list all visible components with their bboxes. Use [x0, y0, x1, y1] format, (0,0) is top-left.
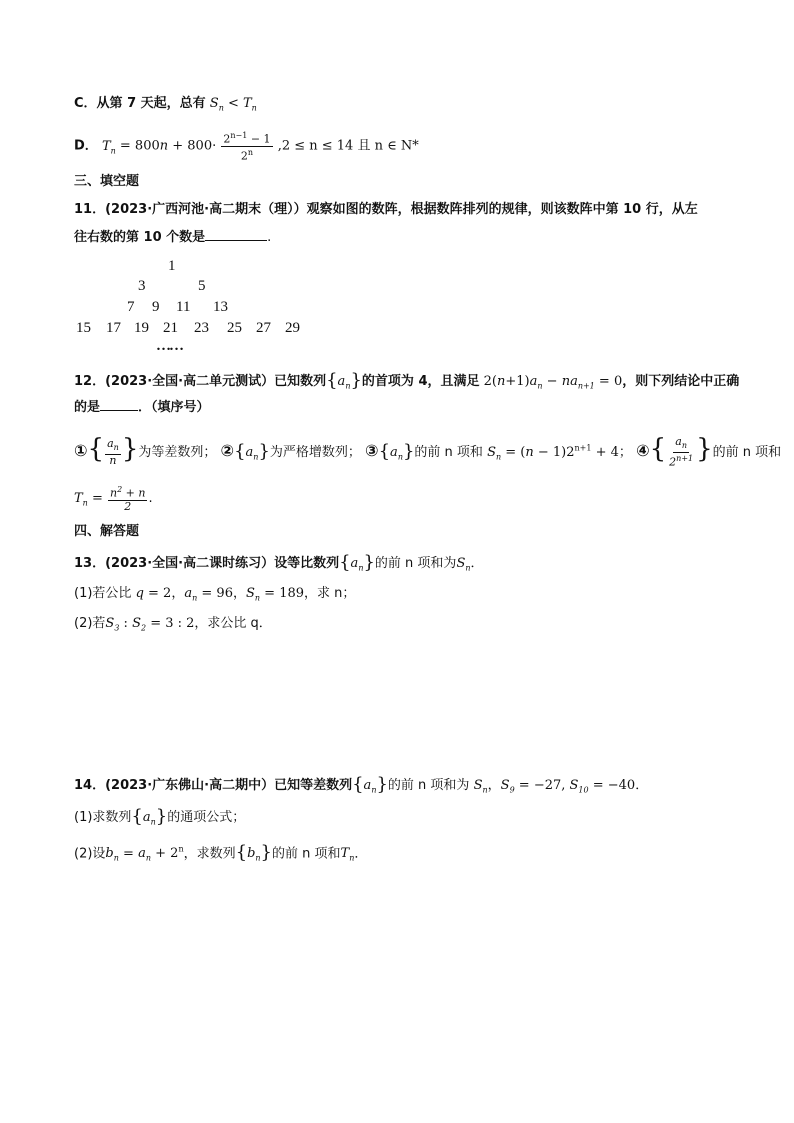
option-d-fraction: $\frac{2^{n-1} - 1}{2^n}$: [223, 131, 271, 163]
q13-text-suffix: 的前 n 项和为: [374, 556, 457, 571]
q11-line1: [74, 200, 698, 220]
q12-line1: 12．(2023·全国·高二单元测试）已知数列$\{a_n\}$的首项为 4，且满足 $2(n+1)a_n - na_{n+1} = 0$，则下列结论中正确: [74, 370, 740, 391]
q14-part1: (1)求数列$\{a_n\}$的通项公式；: [74, 806, 246, 827]
q14-part2-prefix: (2)设: [74, 846, 106, 862]
q11-line2-text: 往右数的第 10 个数是: [74, 230, 206, 245]
q13-part1: (1)若公比 q = 2，$a_n = 96$，$S_n = 189$，求 n；: [74, 586, 356, 603]
array-cell: 7: [127, 299, 135, 315]
array-cell: 21: [163, 320, 178, 336]
array-cell: 11: [176, 299, 191, 315]
section-title-answer: 四、解答题: [74, 524, 140, 539]
option-c-formula: $S_n < T_n$: [209, 96, 257, 113]
q12-options: ①{ $\frac{a_n}{n}$ }为等差数列； $②\{a_n\}$为严格增数列； $③\{a_n\}$的前 n 项和 $S_n = (n - 1)2^{n+1} + 4$； ④{ $\frac{a_n}{2^{n+1}}$ }的前 n 项和: [74, 433, 782, 469]
array-dots: ……: [156, 338, 182, 354]
q14-part2-mid: ，求数列: [183, 846, 236, 862]
q14-part2: (2)设$b_n = a_n + 2^n$，求数列$\{b_n\}$的前 n 项和$T_n$．: [74, 842, 368, 864]
array-cell: 13: [213, 299, 228, 315]
q12-line2-suffix: ．（填序号）: [138, 400, 210, 415]
array-cell: 5: [198, 278, 206, 294]
q14-text-prefix: 14．(2023·广东佛山·高二期中）已知等差数列: [74, 778, 353, 793]
array-cell: 1: [168, 258, 176, 274]
q11-line2: [74, 228, 271, 248]
q14-part2-suffix: 的前 n 项和: [272, 846, 341, 862]
option-c-label: C．从第 7 天起，总有: [74, 96, 206, 111]
option-d-label: D．: [74, 138, 98, 154]
q13-part1-suffix: ，求 n；: [304, 586, 356, 601]
q11-line2-period: .: [267, 230, 272, 245]
option-c: [74, 94, 257, 119]
q13-part1-prefix: (1)若公比: [74, 586, 132, 601]
q14-part1-prefix: (1)求数列: [74, 810, 132, 825]
array-cell: 19: [134, 320, 149, 336]
q13-part2-suffix: ，求公比 q．: [194, 616, 272, 631]
q12-text-prefix: 12．(2023·全国·高二单元测试）已知数列: [74, 374, 327, 389]
array-cell: 17: [106, 320, 121, 336]
q12-tn-formula: $T_n$ = $\frac{n^2 + n}{2}$ .: [74, 485, 153, 513]
array-cell: 25: [227, 320, 242, 336]
array-cell: 27: [256, 320, 271, 336]
q13-part2-prefix: (2)若: [74, 616, 106, 631]
q11-text: 11．(2023·广西河池·高二期末（理））观察如图的数阵，根据数阵排列的规律，则该数阵中第 10 行，从左: [74, 202, 698, 217]
array-cell: 3: [138, 278, 146, 294]
array-cell: 15: [76, 320, 91, 336]
q12-line2-prefix: 的是: [74, 400, 101, 415]
array-cell: 9: [152, 299, 160, 315]
q12-option4: 的前 n 项和: [712, 444, 782, 460]
q11-answer-blank[interactable]: [205, 228, 267, 241]
q12-answer-blank[interactable]: [100, 398, 138, 411]
q14-part1-suffix: 的通项公式；: [167, 810, 246, 825]
q12-text-mid: 的首项为 4，且满足: [361, 374, 480, 389]
option-d-formula: $T_n$: [101, 138, 116, 156]
array-cell: 23: [194, 320, 209, 336]
q12-option1: 为等差数列；: [138, 444, 217, 460]
q12-text-suffix: ，则下列结论中正确: [622, 374, 740, 389]
q12-option3: 的前 n 项和: [414, 444, 483, 460]
option-d-tail: ,2 ≤ n ≤ 14 且 n ∈ N*: [277, 138, 419, 154]
q14-text-mid: 的前 n 项和为: [387, 778, 470, 793]
array-cell: 29: [285, 320, 300, 336]
option-d: D． $T_n = 800n + 800\cdot$ $\frac{2^{n-1} - 1}{2^n}$ ,2 ≤ n ≤ 14 且 n ∈ N*: [74, 131, 419, 163]
q12-option2: 为严格增数列；: [269, 444, 361, 460]
q13-line1: 13．(2023·全国·高二课时练习）设等比数列$\{a_n\}$的前 n 项和为$S_n$．: [74, 552, 484, 573]
q14-line1: 14．(2023·广东佛山·高二期中）已知等差数列$\{a_n\}$的前 n 项和为 $S_n$，$S_9 = -27$, $S_{10} = -40$．: [74, 774, 649, 795]
q12-line2: [74, 398, 210, 418]
q13-part2: (2)若$S_3$ : $S_2 = 3$ : 2，求公比 q．: [74, 616, 272, 633]
section-title-fill-in: 三、填空题: [74, 174, 140, 189]
q13-text-prefix: 13．(2023·全国·高二课时练习）设等比数列: [74, 556, 340, 571]
